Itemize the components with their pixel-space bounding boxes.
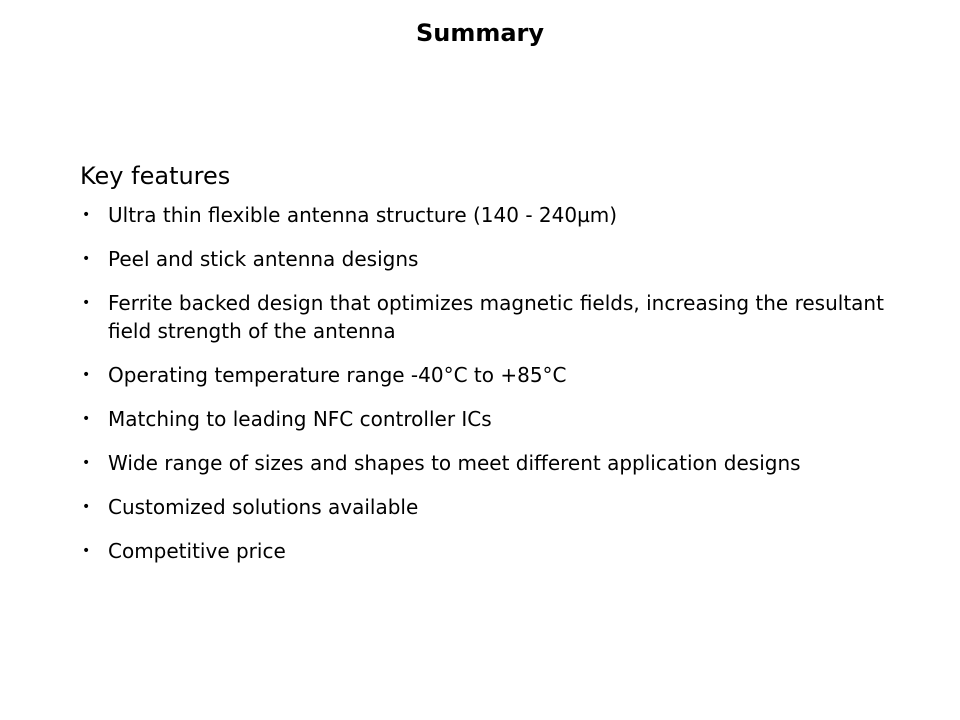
bullet-icon: • (82, 455, 91, 471)
key-features-heading: Key features (80, 162, 231, 190)
bullet-icon: • (82, 543, 91, 559)
feature-text: Peel and stick antenna designs (108, 247, 419, 271)
feature-item (80, 405, 900, 433)
feature-item (80, 449, 900, 477)
slide-content (80, 158, 900, 581)
feature-text: Customized solutions available (108, 495, 419, 519)
feature-item (80, 289, 900, 345)
bullet-icon: • (82, 295, 91, 311)
bullet-icon: • (82, 367, 91, 383)
bullet-icon: • (82, 207, 91, 223)
feature-text: Competitive price (108, 539, 286, 563)
slide-title: Summary (415, 19, 545, 47)
bullet-icon: • (82, 411, 91, 427)
feature-list (80, 201, 900, 565)
bullet-icon: • (82, 499, 91, 515)
feature-text: Ultra thin flexible antenna structure (140 - 240µm) (108, 203, 618, 227)
feature-item (80, 537, 900, 565)
feature-text: Ferrite backed design that optimizes magnetic fields, increasing the resultant field strength of the antenna (108, 291, 884, 343)
feature-item (80, 361, 900, 389)
bullet-icon: • (82, 251, 91, 267)
feature-text: Wide range of sizes and shapes to meet different application designs (108, 451, 801, 475)
feature-item (80, 201, 900, 229)
feature-item (80, 493, 900, 521)
feature-text: Operating temperature range -40°C to +85°C (108, 363, 567, 387)
feature-text: Matching to leading NFC controller ICs (108, 407, 492, 431)
feature-item (80, 245, 900, 273)
